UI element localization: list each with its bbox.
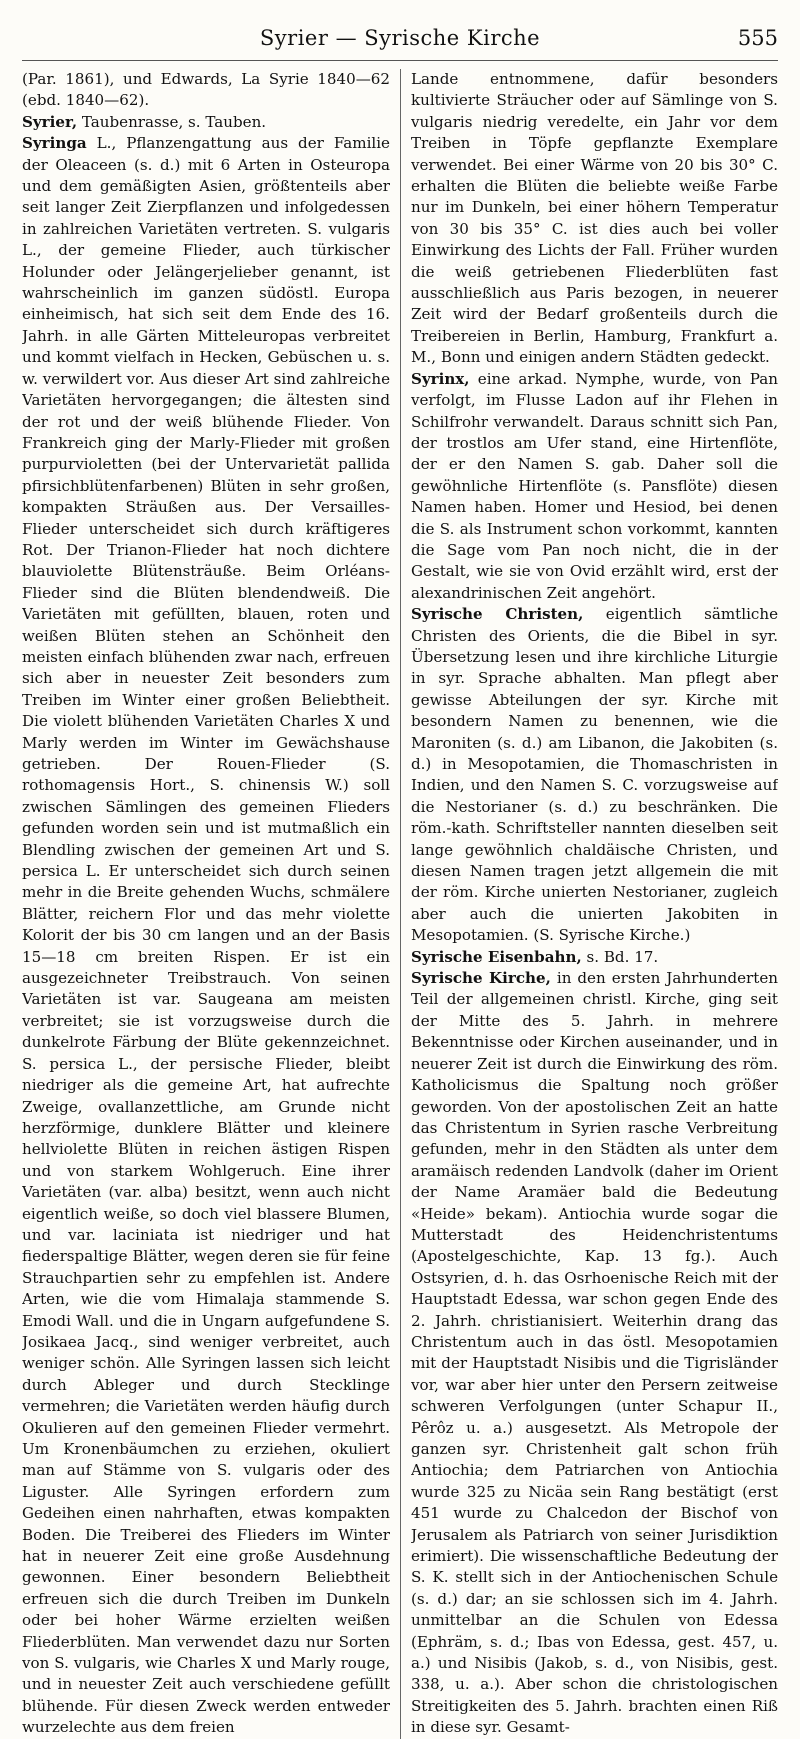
running-title: Syrier — Syrische Kirche bbox=[259, 26, 541, 50]
entry-text: eine arkad. Nymphe, wurde, von Pan verfolgt, im Flusse Ladon auf ihr Flehen in Schilfrohr verwandelt. Daraus schnitt sich Pan, der trostlos am Ufer stand, eine Hirtenflöte, der er den Namen S. gab. Daher soll die gewöhnliche Hirtenflöte (s. Pansflöte) diesen Namen haben. Homer und Hesiod, bei denen die S. als Instrument schon vorkommt, kannten die Sage vom Pan noch nicht, die in der Gestalt, wie sie von Ovid erzählt wird, erst der alexandrinischen Zeit angehört. bbox=[410, 369, 778, 602]
entry-text: (Par. 1861), und Edwards, La Syrie 1840—62 (ebd. 1840—62). bbox=[22, 70, 390, 110]
dictionary-entry bbox=[411, 968, 778, 1739]
entry-headword: Syrinx, bbox=[410, 369, 470, 388]
entry-headword: Syrische Kirche, bbox=[410, 969, 551, 988]
column-divider bbox=[400, 69, 401, 1739]
left-column bbox=[22, 69, 400, 1739]
dictionary-entry bbox=[22, 112, 390, 133]
page-number: 555 bbox=[737, 26, 778, 50]
continued-text bbox=[411, 69, 778, 369]
entry-text: L., Pflanzengattung aus der Familie der Oleaceen (s. d.) mit 6 Arten in Osteuropa und dem gemäßigten Asien, größtenteils aber seit langer Zeit Zierpflanzen und infolgedessen in zahlreichen Varietäten vertreten. S. vulgaris L., der gemeine Flieder, auch türkischer Holunder oder Jelängerjelieber genannt, ist wahrscheinlich im ganzen südöstl. Europa einheimisch, hat sich seit dem Ende des 16. Jahrh. in alle Gärten Mitteleuropas verbreitet und kommt vielfach in Hecken, Gebüschen u. s. w. verwildert vor. Aus dieser Art sind zahlreiche Varietäten hervorgegangen; die ältesten sind der rot und der weiß blühende Flieder. Von Frankreich ging der Marly-Flieder mit großen purpurvioletten (bei der Untervarietät pallida pfirsichblütenfarbenen) Blüten in sehr großen, kompakten Sträußen aus. Der Versailles-Flieder unterscheidet sich durch kräftigeres Rot. Der Trianon-Flieder hat noch dichtere blauviolette Blütensträuße. Beim Orléans-Flieder sind die Blüten blendendweiß. Die Varietäten mit gefüllten, blauen, roten und weißen Blüten stehen an Schönheit den meisten einfach blühenden zwar nach, erfreuen sich aber in neuester Zeit besonders zum Treiben im Winter einer großen Beliebtheit. Die violett blühenden Varietäten Charles X und Marly werden im Winter im Gewächshause getrieben. Der Rouen-Flieder (S. rothomagensis Hort., S. chinensis W.) soll zwischen Sämlingen des gemeinen Flieders gefunden worden sein und ist mutmaßlich ein Blendling zwischen der gemeinen Art und S. persica L. Er unterscheidet sich durch seinen mehr in die Breite gehenden Wuchs, schmälere Blätter, reichern Flor und das mehr violette Kolorit der bis 30 cm langen und an der Basis 15—18 cm breiten Rispen. Er ist ein ausgezeichneter Treibstrauch. Von seinen Varietäten ist var. Saugeana am meisten verbreitet; sie ist vorzugsweise durch die dunkelrote Färbung der Blüte gekennzeichnet. S. persica L., der persische Flieder, bleibt niedriger als die gemeine Art, hat aufrechte Zweige, ovallanzettliche, am Grunde nicht herzförmige, dunklere Blätter und kleinere hellviolette Blüten in reichen ästigen Rispen und von starkem Wohlgeruch. Eine ihrer Varietäten (var. alba) besitzt, wenn auch nicht eigentlich weiße, so doch viel blassere Blumen, und var. laciniata ist niedriger und hat fiederspaltige Blätter, wegen deren sie für feine Strauchpartien sehr zu empfehlen ist. Andere Arten, wie die vom Himalaja stammende S. Emodi Wall. und die in Ungarn aufgefundene S. Josikaea Jacq., sind weniger verbreitet, auch weniger schön. Alle Syringen lassen sich leicht durch Ableger und durch Stecklinge vermehren; die Varietäten werden häufig durch Okulieren auf den gemeinen Flieder vermehrt. Um Kronenbäumchen zu erziehen, okuliert man auf Stämme von S. vulgaris oder des Liguster. Alle Syringen erfordern zum Gedeihen einen nahrhaften, etwas kompakten Boden. Die Treiberei des Flieders im Winter hat in neuerer Zeit eine große Ausdehnung gewonnen. Einer besondern Beliebtheit erfreuen sich die durch Treiben im Dunkeln oder bei hoher Wärme erzielten weißen Fliederblüten. Man verwendet dazu nur Sorten von S. vulgaris, wie Charles X und Marly rouge, und in neuester Zeit auch verschiedene gefüllt blühende. Für diesen Zweck werden entweder wurzelechte aus dem freien bbox=[22, 134, 391, 1737]
page-header bbox=[22, 26, 778, 61]
two-column-body bbox=[22, 69, 778, 1739]
entry-text: Lande entnommene, dafür besonders kultivierte Sträucher oder auf Sämlinge von S. vulgaris niedrig veredelte, ein Jahr vor dem Treiben in Töpfe gepflanzte Exemplare verwendet. Bei einer Wärme von 20 bis 30° C. erhalten die Blüten die beliebte weiße Farbe nur im Dunkeln, bei einer höhern Temperatur von 30 bis 35° C. ist dies auch bei voller Einwirkung des Lichts der Fall. Früher wurden die weiß getriebenen Fliederblüten fast ausschließlich aus Paris bezogen, in neuerer Zeit wird der Bedarf großenteils durch die Treibereien in Berlin, Hamburg, Frankfurt a. M., Bonn und einigen andern Städten gedeckt. bbox=[410, 70, 778, 367]
continued-text bbox=[22, 69, 390, 112]
dictionary-entry bbox=[22, 133, 390, 1738]
entry-text: s. Bd. 17. bbox=[581, 947, 659, 966]
dictionary-entry bbox=[411, 947, 778, 968]
entry-headword: Syrische Christen, bbox=[410, 605, 584, 624]
dictionary-entry bbox=[411, 369, 778, 604]
dictionary-entry bbox=[411, 604, 778, 947]
entry-headword: Syrier, bbox=[22, 112, 78, 131]
entry-headword: Syrische Eisenbahn, bbox=[410, 947, 582, 966]
entry-text: in den ersten Jahrhunderten Teil der allgemeinen christl. Kirche, ging seit der Mitte des 5. Jahrh. in mehrere Bekenntnisse oder Kirchen auseinander, und in neuerer Zeit ist durch die Einwirkung des röm. Katholicismus die Spaltung noch größer geworden. Von der apostolischen Zeit an hatte das Christentum in Syrien rasche Verbreitung gefunden, mehr in den Städten als unter dem aramäisch redenden Landvolk (daher im Orient der Name Aramäer bald die Bedeutung «Heide» bekam). Antiochia wurde sogar die Mutterstadt des Heidenchristentums (Apostelgeschichte, Kap. 13 fg.). Auch Ostsyrien, d. h. das Osrhoenische Reich mit der Hauptstadt Edessa, war schon gegen Ende des 2. Jahrh. christianisiert. Weiterhin drang das Christentum auch in das östl. Mesopotamien mit der Hauptstadt Nisibis und die Tigrisländer vor, war aber hier unter den Persern zeitweise schweren Verfolgungen (unter Schapur II., Pêrôz u. a.) ausgesetzt. Als Metropole der ganzen syr. Christenheit galt schon früh Antiochia; dem Patriarchen von Antiochia wurde 325 zu Nicäa sein Rang bestätigt (erst 451 wurde zu Chalcedon der Bischof von Jerusalem als Patriarch von seiner Jurisdiktion erimiert). Die wissenschaftliche Bedeutung der S. K. stellt sich in der Antiochenischen Schule (s. d.) dar; an sie schlossen sich im 4. Jahrh. unmittelbar an die Schulen von Edessa (Ephräm, s. d.; Ibas von Edessa, gest. 457, u. a.) und Nisibis (Jakob, s. d., von Nisibis, gest. 338, u. a.). Aber schon die christologischen Streitigkeiten des 5. Jahrh. brachten einen Riß in diese syr. Gesamt- bbox=[410, 969, 778, 1737]
right-column bbox=[411, 69, 778, 1739]
entry-text: eigentlich sämtliche Christen des Orients, die die Bibel in syr. Übersetzung lesen und ihre kirchliche Liturgie in syr. Sprache abhalten. Man pflegt aber gewisse Abteilungen der syr. Kirche mit besondern Namen zu benennen, wie die Maroniten (s. d.) am Libanon, die Jakobiten (s. d.) in Mesopotamien, die Thomaschristen in Indien, und den Namen S. C. vorzugsweise auf die Nestorianer (s. d.) zu beschränken. Die röm.-kath. Schriftsteller nannten dieselben seit lange gewöhnlich chaldäische Christen, und diesen Namen tragen jetzt allgemein die mit der röm. Kirche unierten Nestorianer, zugleich aber auch die unierten Jakobiten in Mesopotamien. (S. Syrische Kirche.) bbox=[410, 605, 778, 945]
entry-headword: Syringa bbox=[22, 134, 87, 153]
entry-text: Taubenrasse, s. Tauben. bbox=[77, 112, 267, 131]
